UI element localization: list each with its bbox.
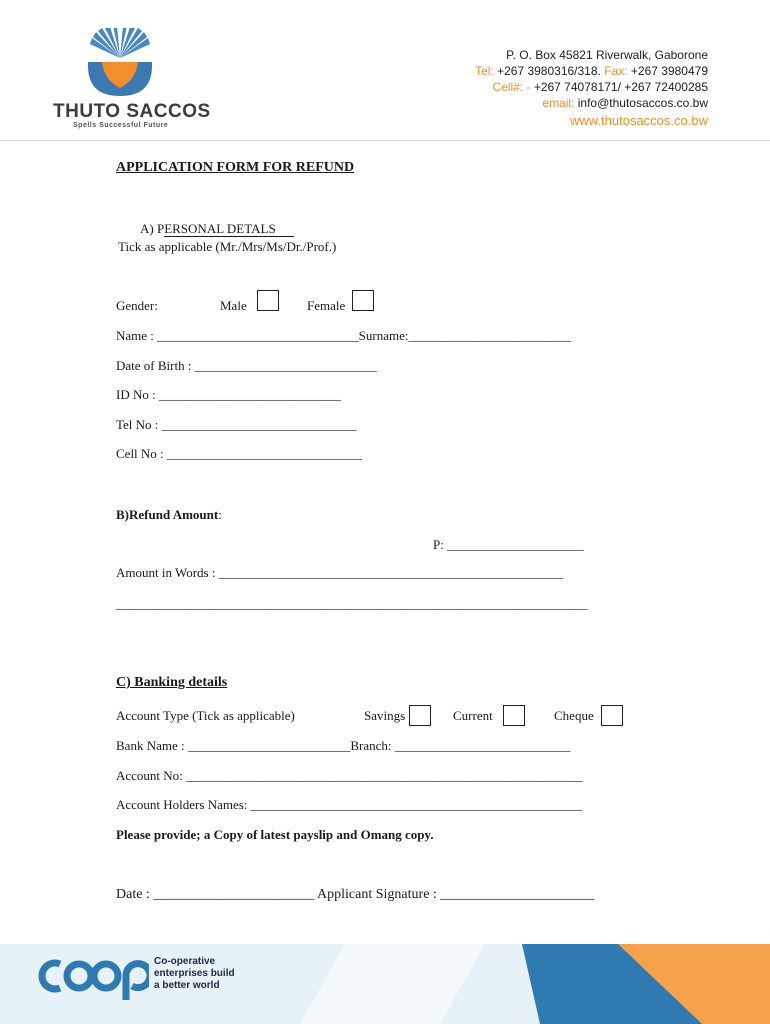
section-c-heading: C) Banking details [116, 675, 228, 690]
section-b-heading-text: B)Refund Amount [116, 507, 219, 522]
cell-line [408, 80, 708, 94]
cheque-checkbox[interactable] [601, 705, 623, 726]
account-type-label: Account Type (Tick as applicable) [116, 708, 295, 723]
current-checkbox[interactable] [503, 705, 525, 726]
cheque-label: Cheque [554, 708, 594, 723]
footer-band [0, 944, 770, 1024]
male-label: Male [220, 298, 247, 313]
date-of-birth-field[interactable]: Date of Birth : ____________________________ [116, 358, 377, 373]
female-checkbox[interactable] [352, 290, 374, 311]
logo-name: THUTO SACCOS [53, 101, 211, 122]
amount-in-words-continuation[interactable]: ____________________________________________________________________________ [116, 596, 588, 611]
logo-tagline: Spells Successful Future [73, 122, 169, 129]
coop-tagline-line-2: enterprises build [154, 968, 235, 979]
fax-value: +267 3980479 [630, 64, 708, 78]
thuto-saccos-logo [80, 28, 160, 98]
savings-checkbox[interactable] [409, 705, 431, 726]
coop-tagline-line-3: a better world [154, 980, 220, 991]
coop-tagline [154, 956, 235, 992]
coop-logo-icon [34, 950, 149, 1002]
name-field[interactable]: Name : _______________________________Surname:_________________________ [116, 328, 571, 343]
email-value[interactable]: info@thutosaccos.co.bw [577, 96, 708, 110]
header-divider [0, 140, 770, 141]
coop-logo [34, 950, 149, 1002]
cell-value: +267 74078171/ +267 72400285 [533, 80, 708, 94]
cell-label: Cell#: - [492, 80, 531, 94]
bank-name-branch-field[interactable]: Bank Name : _________________________Branch: ___________________________ [116, 738, 571, 753]
form-title: APPLICATION FORM FOR REFUND [116, 160, 355, 175]
male-checkbox[interactable] [257, 290, 279, 311]
account-holders-field[interactable]: Account Holders Names: ___________________________________________________ [116, 797, 583, 812]
fax-label: Fax: [604, 64, 628, 78]
section-b-heading-colon: : [218, 507, 222, 522]
cell-no-field[interactable]: Cell No : ______________________________ [116, 446, 362, 461]
amount-in-words-field[interactable]: Amount in Words : _____________________________________________________ [116, 565, 564, 580]
date-signature-field[interactable]: Date : _______________________ Applicant Signature : ______________________ [116, 887, 595, 902]
website-link[interactable]: www.thutosaccos.co.bw [569, 113, 708, 128]
address: P. O. Box 45821 Riverwalk, Gaborone [506, 48, 708, 62]
book-fan-icon [80, 28, 160, 98]
tick-note: Tick as applicable (Mr./Mrs/Ms/Dr./Prof.) [118, 239, 337, 254]
gender-label: Gender: [116, 298, 158, 313]
current-label: Current [453, 708, 493, 723]
savings-label: Savings [364, 708, 406, 723]
section-a-underline [164, 236, 294, 237]
female-label: Female [307, 298, 346, 313]
id-no-field[interactable]: ID No : ____________________________ [116, 387, 341, 402]
account-no-field[interactable]: Account No: _____________________________________________________________ [116, 768, 583, 783]
email-line [408, 96, 708, 110]
email-label: email: [542, 96, 575, 110]
tel-value: +267 3980316/318. [497, 64, 601, 78]
tel-label: Tel: [475, 64, 494, 78]
tel-fax-line [408, 64, 708, 78]
section-b-heading [116, 507, 222, 523]
coop-tagline-line-1: Co-operative [154, 956, 216, 967]
provide-note: Please provide; a Copy of latest payslip and Omang copy. [116, 827, 434, 842]
section-a-heading: A) PERSONAL DETALS [140, 221, 276, 236]
tel-no-field[interactable]: Tel No : ______________________________ [116, 417, 357, 432]
refund-amount-field[interactable]: P: _____________________ [433, 537, 584, 552]
